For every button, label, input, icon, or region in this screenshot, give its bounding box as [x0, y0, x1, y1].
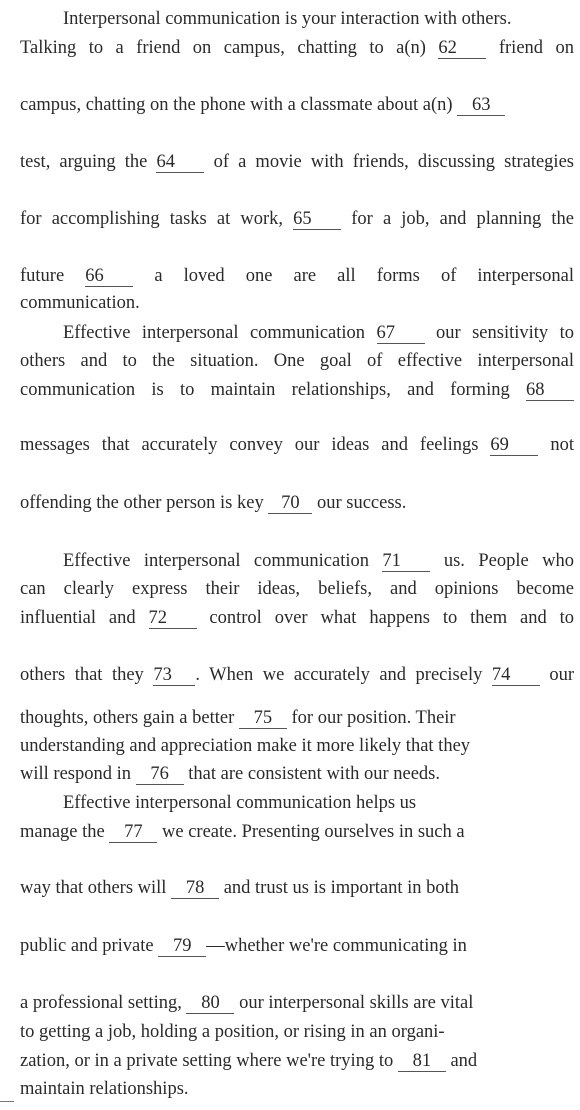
text-segment: to getting a job, holding a position, or rising in an organi- [20, 1022, 445, 1042]
text-line [63, 322, 574, 344]
text-line [20, 94, 574, 116]
text-segment: our interpersonal skills are vital [234, 993, 474, 1013]
blank-77: 77 [109, 823, 157, 843]
text-line [20, 265, 574, 287]
text-segment: can clearly express their ideas, beliefs, and opinions become [20, 579, 574, 599]
page-edge-mark [0, 1101, 14, 1102]
text-segment: our success. [312, 493, 407, 513]
blank-70: 70 [268, 494, 312, 514]
text-line [63, 8, 574, 30]
text-segment: understanding and appreciation make it more likely that they [20, 736, 471, 756]
text-segment: . When we accurately and precisely [195, 665, 492, 685]
text-segment: messages that accurately convey our ideas and feelings [20, 435, 491, 455]
blank-62: 62 [438, 39, 486, 59]
text-segment: Interpersonal communication is your interaction with others. [63, 9, 512, 29]
text-line [20, 492, 574, 514]
text-segment: communication. [20, 293, 140, 313]
text-segment: others and to the situation. One goal of effective interpersonal [20, 351, 574, 371]
blank-79: 79 [158, 937, 206, 957]
text-line [20, 1078, 574, 1100]
text-line [20, 607, 574, 629]
text-segment: way that others will [20, 878, 172, 898]
blank-63: 63 [457, 96, 505, 116]
blank-64: 64 [156, 153, 204, 173]
text-segment: manage the [20, 822, 110, 842]
text-segment: offending the other person is key [20, 493, 269, 513]
text-line [63, 792, 574, 814]
text-segment: test, arguing the [20, 152, 157, 172]
blank-76: 76 [136, 765, 184, 785]
text-segment: Effective interpersonal communication helps us [63, 793, 417, 813]
text-line [20, 821, 574, 843]
text-line [63, 550, 574, 572]
text-segment: our sensitivity to [424, 323, 574, 343]
blank-67: 67 [377, 324, 425, 344]
text-line [20, 151, 574, 173]
text-segment: will respond in [20, 764, 136, 784]
text-segment: control over what happens to them and to [196, 608, 574, 628]
text-segment: a professional setting, [20, 993, 187, 1013]
text-line [20, 935, 574, 957]
text-segment: of a movie with friends, discussing strategies [204, 152, 574, 172]
text-line [20, 350, 574, 372]
text-line [20, 735, 574, 757]
blank-80: 80 [186, 994, 234, 1014]
text-segment: Effective interpersonal communication [63, 551, 383, 571]
text-line [20, 1050, 574, 1072]
text-segment: public and private [20, 936, 159, 956]
text-segment: others that they [20, 665, 154, 685]
text-segment: we create. Presenting ourselves in such a [157, 822, 465, 842]
text-line [20, 208, 574, 230]
text-segment: friend on [486, 38, 574, 58]
blank-72: 72 [149, 609, 197, 629]
text-segment: future [20, 266, 86, 286]
text-segment: that are consistent with our needs. [183, 764, 440, 784]
text-line [20, 1021, 574, 1043]
text-line [20, 37, 574, 59]
text-segment: and [445, 1051, 478, 1071]
blank-73: 73 [153, 666, 195, 686]
text-line [20, 877, 574, 899]
text-segment: communication is to maintain relationships, and forming [20, 380, 526, 400]
text-segment: a loved one are all forms of interpersonal [133, 266, 574, 286]
text-segment: thoughts, others gain a better [20, 708, 239, 728]
text-line [20, 992, 574, 1014]
text-line [20, 292, 574, 314]
text-segment: for accomplishing tasks at work, [20, 209, 294, 229]
text-segment: for a job, and planning the [341, 209, 574, 229]
blank-66: 66 [85, 267, 133, 287]
blank-78: 78 [171, 879, 219, 899]
blank-68: 68 [526, 381, 574, 401]
text-line [20, 707, 574, 729]
blank-74: 74 [492, 666, 540, 686]
text-segment: us. People who [430, 551, 574, 571]
blank-69: 69 [490, 436, 538, 456]
text-line [20, 664, 574, 686]
text-segment: for our position. Their [286, 708, 456, 728]
blank-65: 65 [293, 210, 341, 230]
text-segment: not [538, 435, 574, 455]
text-segment: campus, chatting on the phone with a classmate about a(n) [20, 95, 458, 115]
text-line [20, 434, 574, 456]
blank-81: 81 [398, 1052, 446, 1072]
blank-71: 71 [382, 552, 430, 572]
text-segment: influential and [20, 608, 149, 628]
text-line [20, 379, 574, 401]
text-line [20, 763, 574, 785]
text-line [20, 578, 574, 600]
text-segment: —whether we're communicating in [206, 936, 467, 956]
text-segment: Effective interpersonal communication [63, 323, 377, 343]
text-segment: our [539, 665, 574, 685]
text-segment: zation, or in a private setting where we're trying to [20, 1051, 398, 1071]
text-segment: Talking to a friend on campus, chatting to a(n) [20, 38, 439, 58]
blank-75: 75 [239, 709, 287, 729]
text-segment: and trust us is important in both [219, 878, 460, 898]
text-segment: maintain relationships. [20, 1079, 189, 1099]
